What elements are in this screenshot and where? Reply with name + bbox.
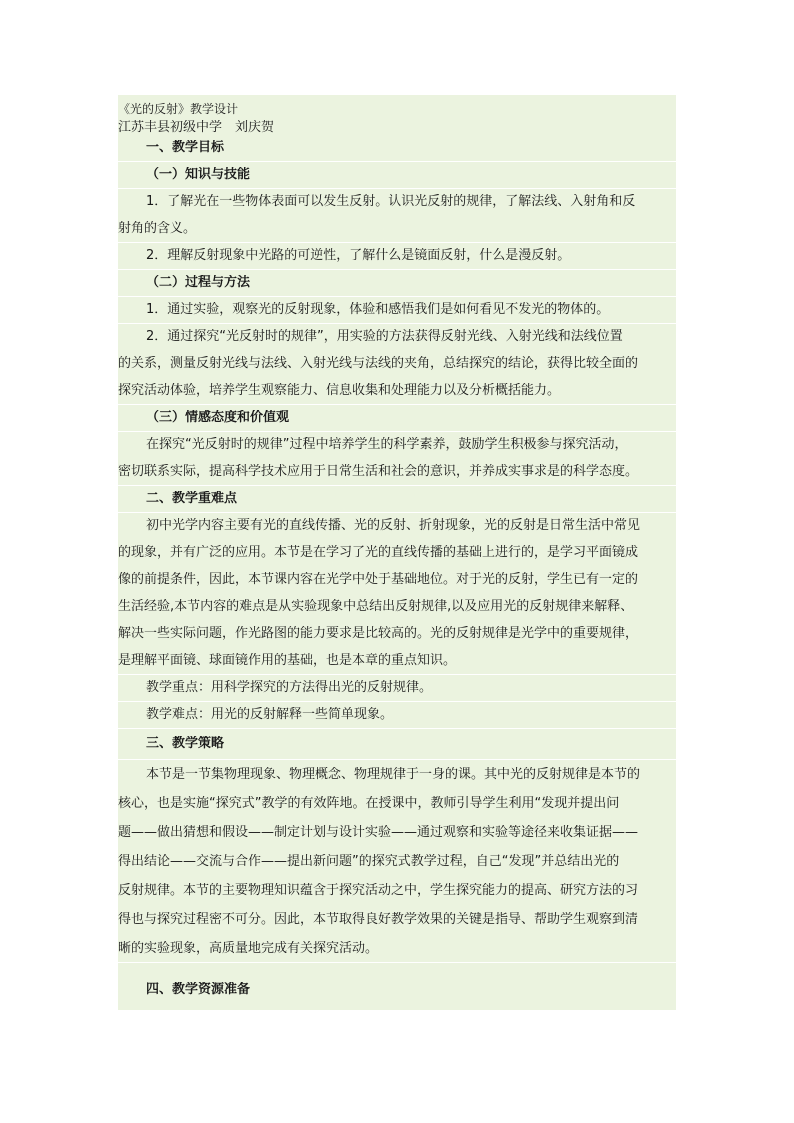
- paragraph-line: 是理解平面镜、球面镜作用的基础，也是本章的重点知识。: [118, 653, 457, 668]
- section-heading-strategy: 三、教学策略: [146, 736, 225, 751]
- paragraph-line: 的现象，并有广泛的应用。本节是在学习了光的直线传播的基础上进行的，是学习平面镜成: [118, 545, 639, 560]
- paragraph-line: 密切联系实际，提高科学技术应用于日常生活和社会的意识，并养成实事求是的科学态度。: [118, 464, 639, 479]
- section-heading-objectives: 一、教学目标: [146, 140, 225, 155]
- subsection-heading-values: （三）情感态度和价值观: [146, 410, 290, 425]
- row-divider: [118, 674, 676, 675]
- paragraph-line: 生活经验,本节内容的难点是从实验现象中总结出反射规律,以及应用光的反射规律来解释、: [118, 599, 634, 614]
- paragraph-line: 1．了解光在一些物体表面可以发生反射。认识光反射的规律，了解法线、入射角和反: [146, 194, 636, 209]
- section-heading-resources: 四、教学资源准备: [146, 982, 251, 997]
- paragraph-line: 2．通过探究“光反射时的规律”，用实验的方法获得反射光线、入射光线和法线位置: [146, 329, 623, 344]
- paragraph-line: 1．通过实验，观察光的反射现象，体验和感悟我们是如何看见不发光的物体的。: [146, 302, 610, 317]
- row-divider: [118, 161, 676, 162]
- row-divider: [118, 296, 676, 297]
- subsection-heading-process: （二）过程与方法: [146, 275, 251, 290]
- author-line: 江苏丰县初级中学 刘庆贺: [118, 120, 275, 135]
- paragraph-line: 像的前提条件，因此，本节课内容在光学中处于基础地位。对于光的反射，学生已有一定的: [118, 572, 639, 587]
- document-page: [118, 95, 676, 1010]
- paragraph-line: 核心，也是实施“探究式”教学的有效阵地。在授课中，教师引导学生利用“发现并提出问: [118, 796, 620, 811]
- paragraph-line: 题——做出猜想和假设——制定计划与设计实验——通过观察和实验等途径来收集证据——: [118, 825, 639, 840]
- row-divider: [118, 188, 676, 189]
- row-divider: [118, 701, 676, 702]
- row-divider: [118, 404, 676, 405]
- difficulty-line: 教学难点：用光的反射解释一些简单现象。: [146, 707, 394, 722]
- row-divider: [118, 512, 676, 513]
- paragraph-line: 2．理解反射现象中光路的可逆性，了解什么是镜面反射，什么是漫反射。: [146, 248, 571, 263]
- row-divider: [118, 431, 676, 432]
- row-divider: [118, 962, 676, 963]
- document-title: 《光的反射》教学设计: [118, 102, 239, 116]
- row-divider: [118, 269, 676, 270]
- paragraph-line: 探究活动体验，培养学生观察能力、信息收集和处理能力以及分析概括能力。: [118, 383, 561, 398]
- paragraph-line: 得出结论——交流与合作——提出新问题”的探究式教学过程，自己“发现”并总结出光的: [118, 854, 620, 869]
- paragraph-line: 晰的实验现象，高质量地完成有关探究活动。: [118, 941, 379, 956]
- row-divider: [118, 485, 676, 486]
- row-divider: [118, 323, 676, 324]
- paragraph-line: 的关系，测量反射光线与法线、入射光线与法线的夹角，总结探究的结论，获得比较全面的: [118, 356, 639, 371]
- paragraph-line: 在探究“光反射时的规律”过程中培养学生的科学素养，鼓励学生积极参与探究活动，: [146, 437, 628, 452]
- section-heading-key-points: 二、教学重难点: [146, 491, 238, 506]
- paragraph-line: 射角的含义。: [118, 221, 197, 236]
- paragraph-line: 本节是一节集物理现象、物理概念、物理规律于一身的课。其中光的反射规律是本节的: [146, 767, 641, 782]
- key-point-line: 教学重点：用科学探究的方法得出光的反射规律。: [146, 680, 433, 695]
- row-divider: [118, 759, 676, 760]
- paragraph-line: 解决一些实际问题，作光路图的能力要求是比较高的。光的反射规律是光学中的重要规律，: [118, 626, 639, 641]
- paragraph-line: 得也与探究过程密不可分。因此，本节取得良好教学效果的关键是指导、帮助学生观察到清: [118, 912, 639, 927]
- paragraph-line: 初中光学内容主要有光的直线传播、光的反射、折射现象，光的反射是日常生活中常见: [146, 518, 641, 533]
- subsection-heading-knowledge: （一）知识与技能: [146, 167, 251, 182]
- row-divider: [118, 242, 676, 243]
- paragraph-line: 反射规律。本节的主要物理知识蕴含于探究活动之中，学生探究能力的提高、研究方法的习: [118, 883, 639, 898]
- row-divider: [118, 728, 676, 729]
